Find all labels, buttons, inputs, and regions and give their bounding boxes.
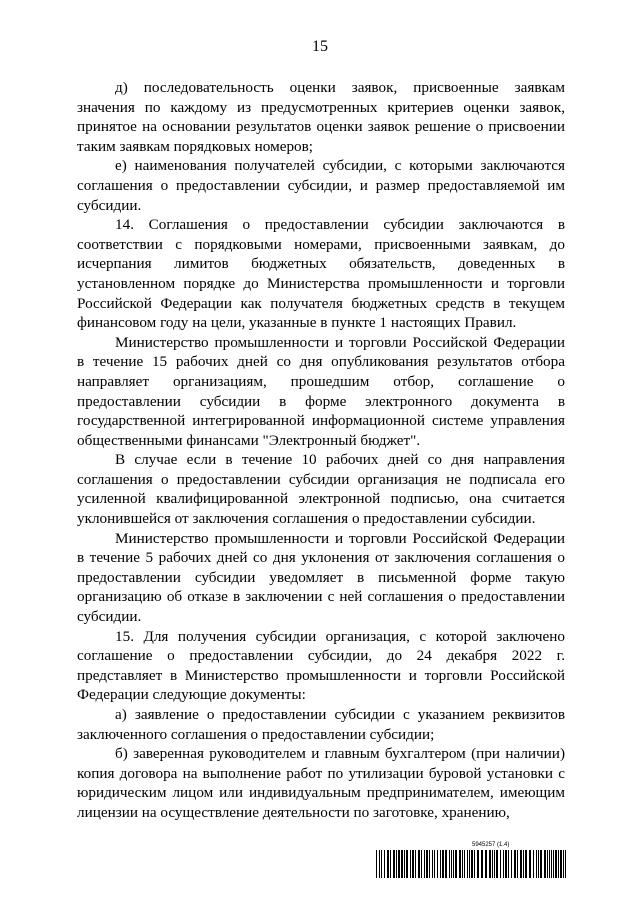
paragraph-14: 14. Соглашения о предоставлении субсидии заключаются в соответствии с порядковыми номерами, присвоенными заявкам, до исчерпания лимитов бюджетных обязательств, доведенных в установленном порядке до Министерства промышленности и торговли Российской Федерации как получателя бюджетных средств в текущем финансовом году на цели, указанные в пункте 1 настоящих Правил.: [77, 216, 565, 332]
paragraph-d: д) последовательность оценки заявок, присвоенные заявкам значения по каждому из предусмотренных критериев оценки заявок, принятое на основании результатов оценки заявок решение о присвоении таким заявкам порядковых номеров;: [77, 79, 565, 155]
document-code: 5945257 (1.4): [472, 842, 510, 848]
barcode-icon: [376, 850, 566, 878]
paragraph-a: а) заявление о предоставлении субсидии с указанием реквизитов заключенного соглашения о предоставлении субсидии;: [77, 706, 565, 743]
paragraph-e: е) наименования получателей субсидии, с которыми заключаются соглашения о предоставлении субсидии, и размер предоставляемой им субсидии.: [77, 157, 565, 214]
page-number: 15: [312, 38, 328, 55]
paragraph-b: б) заверенная руководителем и главным бухгалтером (при наличии) копия договора на выполнение работ по утилизации буровой установки с юридическим лицом или индивидуальным предпринимателем, имеющим лицензии на осуществление деятельности по заготовке, хранению,: [77, 745, 565, 821]
paragraph-ministry-15-days: Министерство промышленности и торговли Российской Федерации в течение 15 рабочих дней со дня опубликования результатов отбора направляет организациям, прошедшим отбор, соглашение о предоставлении субсидии в форме электронного документа в государственной интегрированной информационной системе управления общественными финансами "Электронный бюджет".: [77, 333, 565, 449]
paragraph-15: 15. Для получения субсидии организация, с которой заключено соглашение о предоставлении субсидии, до 24 декабря 2022 г. представляет в Министерство промышленности и торговли Российской Федерации следующие документы:: [77, 627, 565, 704]
document-body: [77, 78, 565, 823]
paragraph-10-days: В случае если в течение 10 рабочих дней со дня направления соглашения о предоставлении субсидии организация не подписала его усиленной квалифицированной электронной подписью, она считается уклонившейся от заключения соглашения о предоставлении субсидии.: [77, 451, 565, 528]
paragraph-ministry-5-days: Министерство промышленности и торговли Российской Федерации в течение 5 рабочих дней со дня уклонения от заключения соглашения о предоставлении субсидии уведомляет в письменной форме такую организацию об отказе в заключении с ней соглашения о предоставлении субсидии.: [77, 529, 565, 626]
